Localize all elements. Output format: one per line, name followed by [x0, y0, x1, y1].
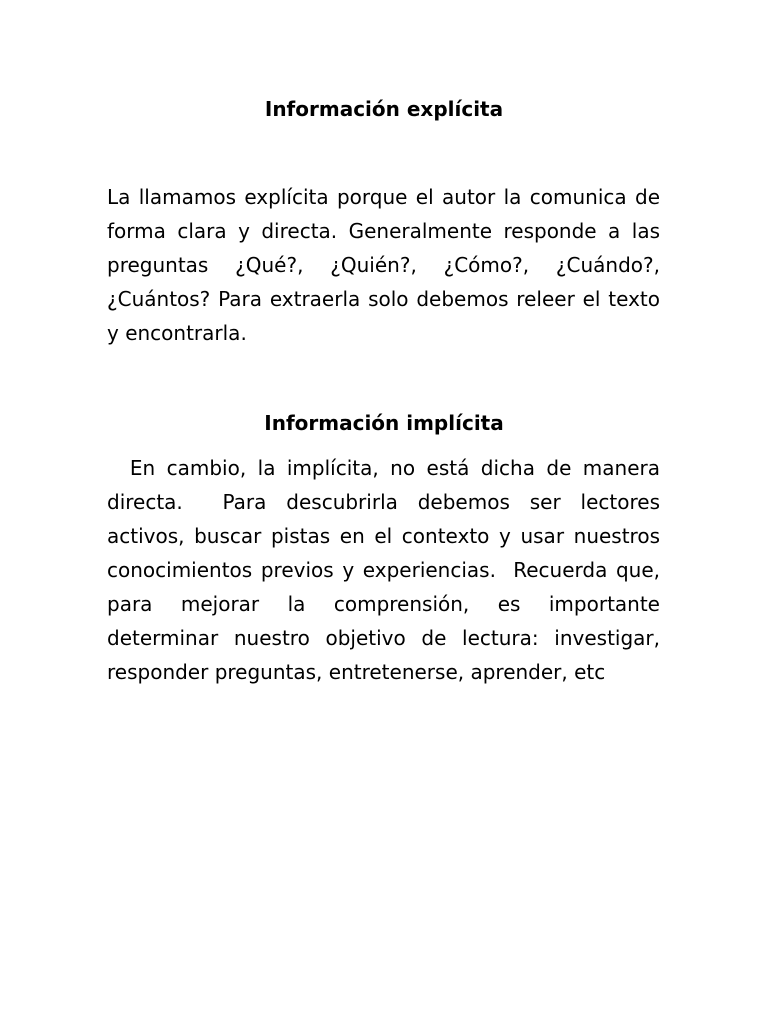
section-paragraph-explicit: La llamamos explícita porque el autor la comunica de forma clara y directa. Generalmente responde a las preguntas ¿Qué?, ¿Quién?, ¿Cómo?, ¿Cuándo?, ¿Cuántos? Para extraerla solo debemos releer el texto y encontrarla. — [107, 185, 667, 345]
section-heading-implicit: Información implícita — [264, 411, 504, 435]
section-heading-explicit: Información explícita — [264, 97, 504, 121]
section-paragraph-implicit: En cambio, la implícita, no está dicha de manera directa. Para descubrirla debemos ser lectores activos, buscar pistas en el contexto y usar nuestros conocimientos previos y experiencias. Recuerda que, para mejorar la comprensión, es importante determinar nuestro objetivo de lectura: investigar, responder preguntas, entretenerse, aprender, etc — [107, 456, 667, 684]
